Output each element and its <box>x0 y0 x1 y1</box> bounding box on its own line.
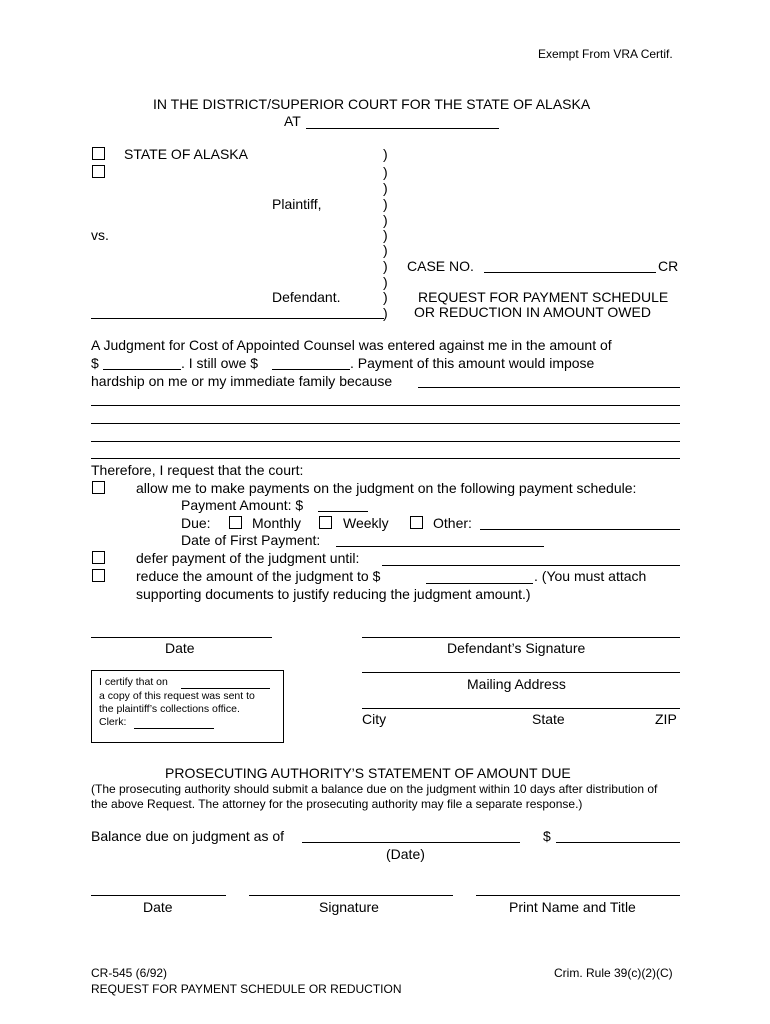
caption-paren: ) <box>383 212 388 228</box>
payment-amount-label: Payment Amount: $ <box>181 497 304 513</box>
certificate-line2: a copy of this request was sent to <box>99 690 255 702</box>
city-label: City <box>362 711 387 727</box>
caption-paren: ) <box>383 289 388 305</box>
prosecutor-signature-label: Signature <box>319 899 379 915</box>
balance-amount-field[interactable] <box>556 842 680 843</box>
reduce-amount-attach: . (You must attach <box>534 568 647 584</box>
caption-paren: ) <box>383 227 388 243</box>
caption-paren: ) <box>383 305 388 321</box>
certificate-line3: the plaintiff’s collections office. <box>99 703 240 715</box>
prosecuting-note-line1: (The prosecuting authority should submit a balance due on the judgment within 10 days after distribution of <box>91 782 658 796</box>
date-label: Date <box>165 640 195 656</box>
zip-label: ZIP <box>655 711 677 727</box>
caption-paren: ) <box>383 164 388 180</box>
prosecutor-name-title-label: Print Name and Title <box>509 899 636 915</box>
plaintiff-state-of-alaska: STATE OF ALASKA <box>124 146 248 162</box>
defendant-name-field[interactable] <box>91 318 384 319</box>
hardship-reason-line[interactable] <box>91 405 680 406</box>
request-intro: Therefore, I request that the court: <box>91 462 304 478</box>
balance-date-field[interactable] <box>302 842 520 843</box>
defendant-signature-label: Defendant’s Signature <box>447 640 586 656</box>
payment-amount-field[interactable] <box>318 511 368 512</box>
case-suffix: CR <box>658 258 679 274</box>
payment-schedule-option: allow me to make payments on the judgment on the following payment schedule: <box>136 480 637 496</box>
prosecutor-date-line[interactable] <box>91 895 226 896</box>
court-rule-reference: Crim. Rule 39(c)(2)(C) <box>554 966 673 980</box>
reduced-amount-field[interactable] <box>426 583 533 584</box>
balance-date-caption: (Date) <box>386 846 425 862</box>
mailing-address-label: Mailing Address <box>467 676 566 692</box>
document-title-line2: OR REDUCTION IN AMOUNT OWED <box>414 304 651 320</box>
prosecutor-name-line[interactable] <box>476 895 680 896</box>
caption-paren: ) <box>383 274 388 290</box>
other-frequency-field[interactable] <box>480 529 680 530</box>
reduce-amount-option: reduce the amount of the judgment to $ <box>136 568 381 584</box>
first-payment-date-field[interactable] <box>336 546 544 547</box>
hardship-reason-label: hardship on me or my immediate family because <box>91 373 393 389</box>
certificate-line1: I certify that on <box>99 676 168 688</box>
hardship-reason-line[interactable] <box>91 423 680 424</box>
caption-paren: ) <box>383 180 388 196</box>
date-line[interactable] <box>91 637 272 638</box>
state-label: State <box>532 711 565 727</box>
amount-owed-field[interactable] <box>272 369 350 370</box>
form-number: CR-545 (6/92) <box>91 966 168 980</box>
defer-payment-option: defer payment of the judgment until: <box>136 550 360 566</box>
reduce-amount-note: supporting documents to justify reducing the judgment amount.) <box>136 586 531 602</box>
balance-due-label: Balance due on judgment as of <box>91 828 285 844</box>
prosecuting-heading: PROSECUTING AUTHORITY’S STATEMENT OF AMOUNT DUE <box>165 765 571 781</box>
weekly-checkbox[interactable] <box>319 516 332 529</box>
certificate-date-field[interactable] <box>181 688 270 689</box>
case-no-label: CASE NO. <box>407 258 474 274</box>
reduce-amount-checkbox[interactable] <box>92 569 105 582</box>
caption-paren: ) <box>383 258 388 274</box>
hardship-reason-field[interactable] <box>418 387 680 388</box>
judgment-statement-line1: A Judgment for Cost of Appointed Counsel was entered against me in the amount of <box>91 337 612 353</box>
city-state-zip-line[interactable] <box>362 708 680 709</box>
prosecutor-signature-line[interactable] <box>249 895 453 896</box>
defendant-label: Defendant. <box>272 289 341 305</box>
defer-payment-checkbox[interactable] <box>92 551 105 564</box>
dollar-sign: $ <box>91 355 99 371</box>
other-label: Other: <box>433 515 472 531</box>
vs-label: vs. <box>91 227 109 243</box>
caption-paren: ) <box>383 242 388 258</box>
caption-paren: ) <box>383 196 388 212</box>
mailing-address-line[interactable] <box>362 672 680 673</box>
defer-until-field[interactable] <box>382 565 680 566</box>
due-label: Due: <box>181 515 211 531</box>
plaintiff-label: Plaintiff, <box>272 196 322 212</box>
hardship-reason-line[interactable] <box>91 441 680 442</box>
form-footer-title: REQUEST FOR PAYMENT SCHEDULE OR REDUCTION <box>91 982 402 996</box>
judgment-amount-field[interactable] <box>103 369 181 370</box>
other-plaintiff-checkbox[interactable] <box>92 165 105 178</box>
defendant-signature-line[interactable] <box>362 637 680 638</box>
state-of-alaska-checkbox[interactable] <box>92 147 105 160</box>
exempt-note: Exempt From VRA Certif. <box>538 47 673 61</box>
still-owe-label: . I still owe $ <box>181 355 259 371</box>
balance-dollar-sign: $ <box>543 828 551 844</box>
monthly-checkbox[interactable] <box>229 516 242 529</box>
clerk-signature-field[interactable] <box>134 728 214 729</box>
hardship-reason-line[interactable] <box>91 458 680 459</box>
payment-schedule-checkbox[interactable] <box>92 481 105 494</box>
payment-hardship-text: . Payment of this amount would impose <box>350 355 595 371</box>
at-label: AT <box>284 113 301 129</box>
court-location-field[interactable] <box>306 128 499 129</box>
weekly-label: Weekly <box>343 515 389 531</box>
first-payment-label: Date of First Payment: <box>181 532 321 548</box>
other-checkbox[interactable] <box>410 516 423 529</box>
document-title-line1: REQUEST FOR PAYMENT SCHEDULE <box>418 289 669 305</box>
case-no-field[interactable] <box>484 272 656 273</box>
monthly-label: Monthly <box>252 515 302 531</box>
prosecuting-note-line2: the above Request. The attorney for the prosecuting authority may file a separate response.) <box>91 797 583 811</box>
caption-paren: ) <box>383 146 388 162</box>
prosecutor-date-label: Date <box>143 899 173 915</box>
court-title: IN THE DISTRICT/SUPERIOR COURT FOR THE STATE OF ALASKA <box>153 96 591 112</box>
certificate-clerk-label: Clerk: <box>99 716 127 728</box>
